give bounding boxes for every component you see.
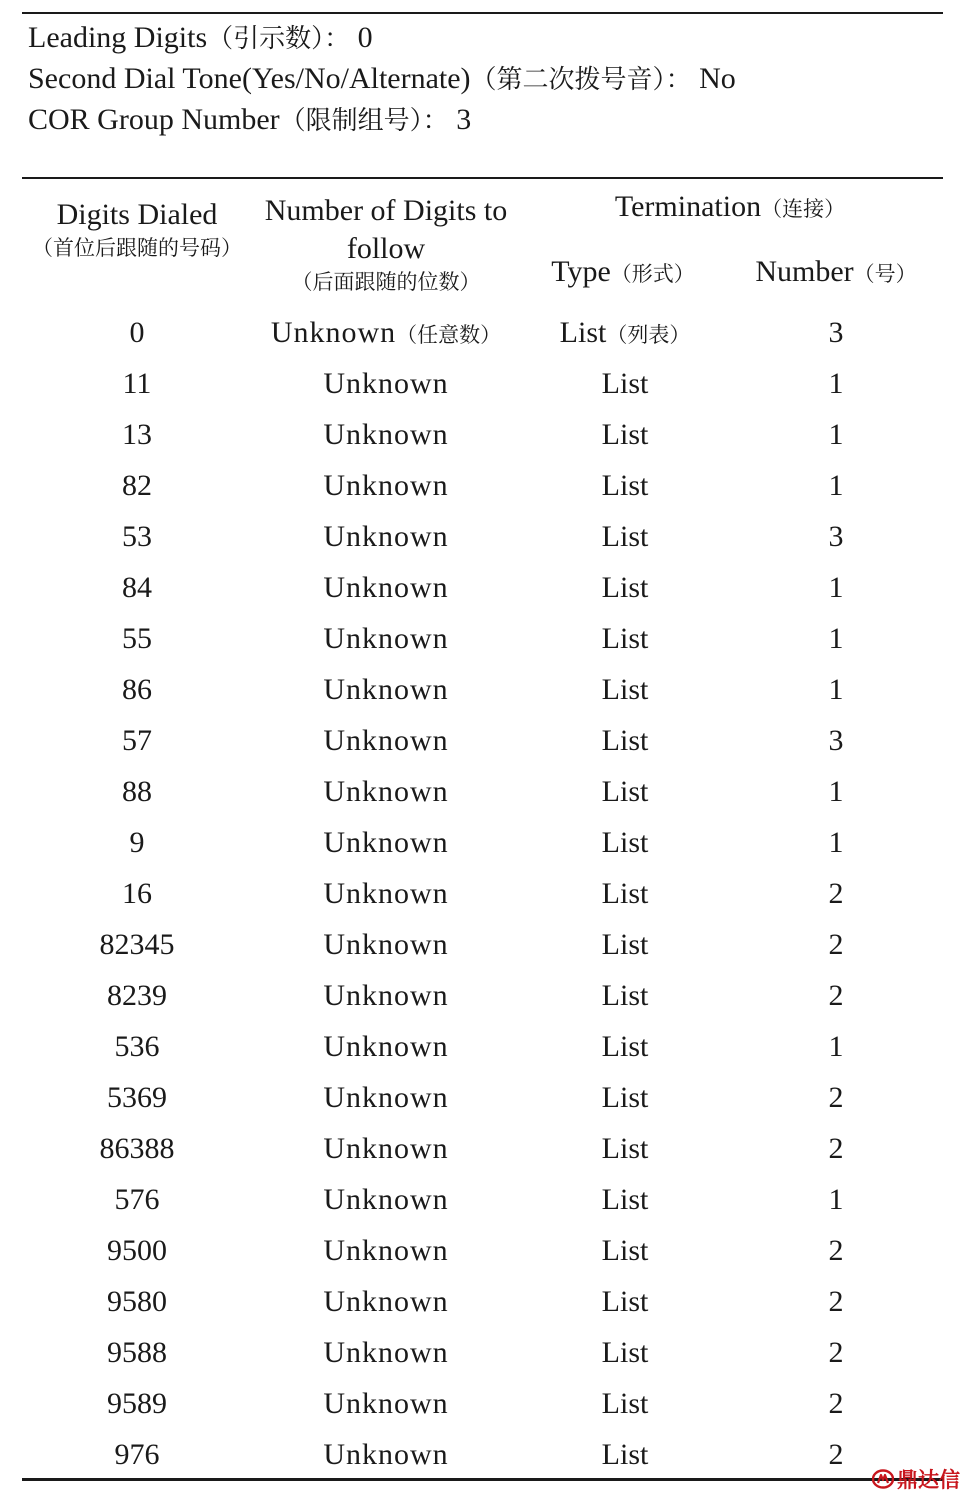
digits-dialed-cell: 82345 [99, 928, 175, 961]
second-dial-tone-label: Second Dial Tone(Yes/No/Alternate) [28, 62, 471, 95]
digits-dialed-cell: 84 [122, 571, 152, 604]
digits-dialed-cell: 55 [122, 622, 152, 655]
table-row [0, 1021, 976, 1072]
termination-number-cell: 2 [828, 1081, 844, 1114]
digits-to-follow-cn: （任意数） [396, 323, 502, 347]
table-row [0, 307, 976, 358]
termination-type-cell: List [601, 469, 649, 502]
termination-type-cell: List [601, 1030, 649, 1063]
digits-dialed-cell: 9580 [107, 1285, 167, 1318]
digits-to-follow-cell: Unknown [323, 367, 449, 400]
table-row [0, 409, 976, 460]
table-row [0, 1123, 976, 1174]
digits-dialed-cell: 576 [114, 1183, 160, 1216]
table-row [0, 1225, 976, 1276]
header-digits-to-follow [255, 192, 517, 296]
termination-type-cell: List [601, 775, 649, 808]
digits-to-follow-cell [255, 307, 517, 358]
digits-to-follow-cell: Unknown [323, 928, 449, 961]
digits-to-follow-cell: Unknown [323, 775, 449, 808]
digits-to-follow-cell: Unknown [323, 1336, 449, 1369]
termination-type-cell: List [601, 520, 649, 553]
digits-dialed-cell: 57 [122, 724, 152, 757]
termination-type-cn: （列表） [606, 323, 691, 347]
brand-name: 鼎达信 [897, 1468, 960, 1492]
termination-number-cell: 2 [828, 979, 844, 1012]
termination-number-cell: 1 [828, 1030, 844, 1063]
termination-type-cell: List [601, 1438, 649, 1471]
digits-dialed-cell: 88 [122, 775, 152, 808]
table-bottom-rule [22, 1478, 943, 1481]
termination-type-cell: List [601, 418, 649, 451]
termination-number-cell: 2 [828, 1387, 844, 1420]
cor-group-label: COR Group Number [28, 103, 280, 136]
digits-dialed-cell: 5369 [107, 1081, 167, 1114]
leading-digits-label: Leading Digits [28, 21, 208, 54]
digits-dialed-cell: 9588 [107, 1336, 167, 1369]
header-digits-dialed-cn: （首位后跟随的号码） [32, 236, 242, 260]
header-termination [540, 188, 920, 226]
termination-type-cell: List [601, 1234, 649, 1267]
termination-number-cell: 2 [828, 1132, 844, 1165]
leading-digits-sep: ： [324, 24, 351, 54]
digits-dialed-cell: 9589 [107, 1387, 167, 1420]
termination-number-cell: 1 [828, 367, 844, 400]
termination-type-cell: List [601, 1132, 649, 1165]
termination-type-cell: List [601, 571, 649, 604]
termination-type-cell: List [601, 1183, 649, 1216]
termination-number-cell: 1 [828, 775, 844, 808]
table-row [0, 919, 976, 970]
termination-number-cell: 1 [828, 1183, 844, 1216]
digits-to-follow-cell: Unknown [323, 571, 449, 604]
termination-type-cell: List [601, 724, 649, 757]
table-row [0, 511, 976, 562]
termination-number-cell: 2 [828, 928, 844, 961]
termination-type-value: List [559, 316, 607, 349]
digits-dialed-cell: 16 [122, 877, 152, 910]
digits-dialed-cell: 53 [122, 520, 152, 553]
termination-number-cell: 2 [828, 1285, 844, 1318]
header-digits-to-follow-cn: （后面跟随的位数） [291, 270, 481, 294]
digits-dialed-cell: 86388 [99, 1132, 175, 1165]
digits-to-follow-cell: Unknown [323, 1081, 449, 1114]
brand-watermark [872, 1464, 960, 1494]
digits-to-follow-cell: Unknown [323, 1234, 449, 1267]
termination-type-cell: List [601, 1285, 649, 1318]
termination-number-cell: 1 [828, 673, 844, 706]
brand-logo-icon [872, 1469, 894, 1489]
termination-type-cell: List [601, 877, 649, 910]
table-row [0, 1378, 976, 1429]
termination-type-cell: List [601, 1387, 649, 1420]
digits-dialed-cell: 13 [122, 418, 152, 451]
digits-to-follow-cell: Unknown [323, 1030, 449, 1063]
table-row [0, 1072, 976, 1123]
digits-to-follow-cell: Unknown [323, 979, 449, 1012]
termination-number-cell: 1 [828, 571, 844, 604]
digits-dialed-cell: 86 [122, 673, 152, 706]
cor-group-sep: ： [422, 106, 449, 136]
table-row [0, 1174, 976, 1225]
termination-number-cell: 3 [828, 520, 844, 553]
table-row [0, 817, 976, 868]
termination-number-cell: 1 [828, 622, 844, 655]
cor-group-value: 3 [456, 103, 472, 136]
digits-to-follow-cell: Unknown [323, 622, 449, 655]
table-row [0, 664, 976, 715]
second-dial-tone-sep: ： [665, 65, 692, 95]
digits-to-follow-cell: Unknown [323, 418, 449, 451]
termination-type-cell: List [601, 1336, 649, 1369]
table-row [0, 868, 976, 919]
digits-to-follow-cell: Unknown [323, 520, 449, 553]
leading-digits-label-cn: （引示数） [207, 24, 325, 54]
table-row [0, 766, 976, 817]
digits-dialed-cell: 9500 [107, 1234, 167, 1267]
digits-to-follow-cell: Unknown [323, 673, 449, 706]
table-row [0, 562, 976, 613]
leading-digits-value: 0 [357, 21, 373, 54]
config-summary [28, 18, 736, 141]
header-termination-en: Termination [614, 190, 762, 223]
digits-to-follow-cell: Unknown [323, 469, 449, 502]
termination-number-cell: 2 [828, 1234, 844, 1267]
header-digits-dialed-en: Digits Dialed [56, 198, 218, 231]
table-row [0, 358, 976, 409]
cor-group-label-cn: （限制组号） [279, 106, 423, 136]
termination-type-cell: List [601, 673, 649, 706]
table-row [0, 1276, 976, 1327]
table-row [0, 613, 976, 664]
header-number-cn: （号） [853, 262, 917, 286]
termination-type-cell [520, 307, 730, 358]
termination-type-cell: List [601, 622, 649, 655]
termination-number-cell: 1 [828, 826, 844, 859]
digits-to-follow-cell: Unknown [323, 1438, 449, 1471]
digits-to-follow-cell: Unknown [323, 1183, 449, 1216]
termination-number-cell: 2 [828, 877, 844, 910]
table-row [0, 715, 976, 766]
termination-number-cell: 1 [828, 418, 844, 451]
table-row [0, 970, 976, 1021]
digits-dialed-cell: 11 [122, 367, 152, 400]
termination-type-cell: List [601, 1081, 649, 1114]
termination-number-cell: 2 [828, 1336, 844, 1369]
table-row [0, 460, 976, 511]
second-dial-tone-value: No [699, 62, 736, 95]
table-top-rule [22, 12, 943, 14]
digits-to-follow-cell: Unknown [323, 826, 449, 859]
digits-to-follow-value: Unknown [270, 316, 397, 349]
table-row [0, 1429, 976, 1480]
table-row [0, 1327, 976, 1378]
digits-dialed-cell: 536 [114, 1030, 160, 1063]
digits-to-follow-cell: Unknown [323, 1285, 449, 1318]
termination-type-cell: List [601, 979, 649, 1012]
cor-group-line [28, 100, 736, 141]
termination-type-cell: List [601, 826, 649, 859]
termination-number-cell: 3 [828, 724, 844, 757]
digits-dialed-cell: 9 [129, 826, 145, 859]
digits-dialed-cell: 976 [114, 1438, 160, 1471]
header-type [528, 253, 718, 291]
termination-type-cell: List [601, 367, 649, 400]
digits-to-follow-cell: Unknown [323, 1387, 449, 1420]
header-digits-to-follow-en: Number of Digits to follow [264, 194, 508, 265]
digits-dialed-cell: 82 [122, 469, 152, 502]
second-dial-tone-label-cn: （第二次拨号音） [470, 65, 666, 95]
header-rule [22, 177, 943, 179]
header-number-en: Number [755, 255, 854, 288]
termination-number-cell: 3 [828, 316, 844, 349]
header-type-cn: （形式） [610, 262, 695, 286]
digits-dialed-cell: 0 [129, 316, 145, 349]
table-body [0, 307, 976, 1480]
header-termination-cn: （连接） [761, 197, 846, 221]
digits-to-follow-cell: Unknown [323, 1132, 449, 1165]
header-digits-dialed [30, 196, 244, 262]
termination-number-cell: 1 [828, 469, 844, 502]
digits-to-follow-cell: Unknown [323, 724, 449, 757]
header-number [725, 253, 947, 291]
termination-number-cell: 2 [828, 1438, 844, 1471]
digits-to-follow-cell: Unknown [323, 877, 449, 910]
header-type-en: Type [551, 255, 611, 288]
leading-digits-line [28, 18, 736, 59]
second-dial-tone-line [28, 59, 736, 100]
digits-dialed-cell: 8239 [107, 979, 167, 1012]
termination-type-cell: List [601, 928, 649, 961]
